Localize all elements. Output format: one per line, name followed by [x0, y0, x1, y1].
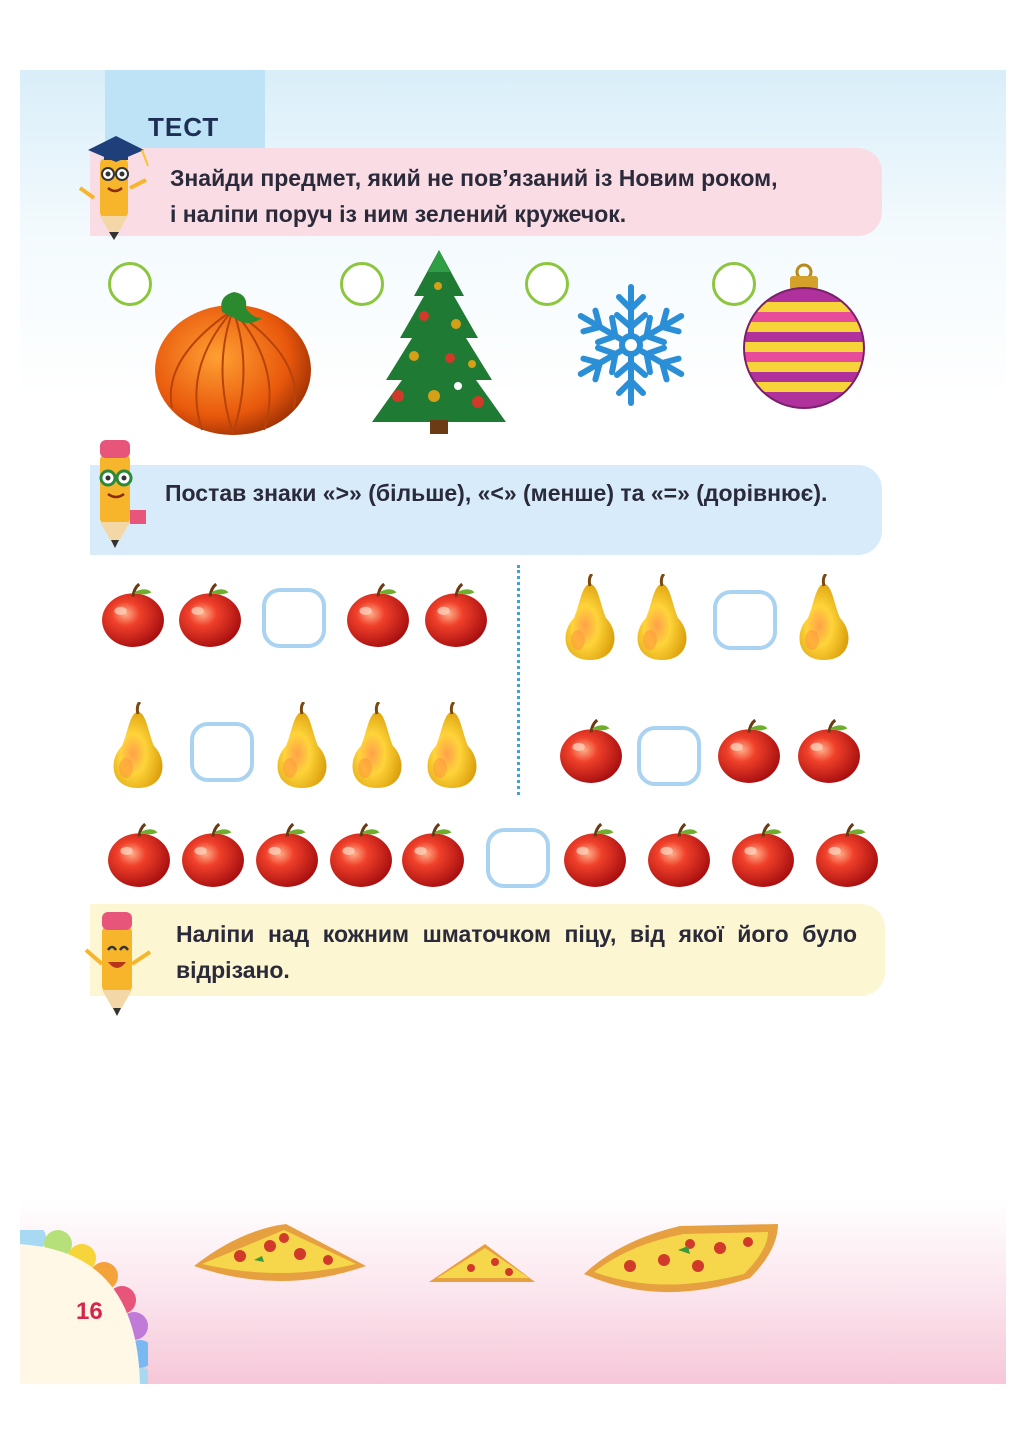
task1-line1: Знайди предмет, який не пов’язаний із Новим роком,: [170, 165, 778, 191]
workbook-page: [20, 70, 1006, 1384]
compare-box-5[interactable]: [486, 828, 550, 888]
apple-icon: [400, 822, 466, 888]
christmas-tree-icon: [368, 246, 510, 436]
compare-box-3[interactable]: [190, 722, 254, 782]
compare-box-2[interactable]: [713, 590, 777, 650]
apple-icon: [100, 582, 166, 648]
pizza-slice-icon: [425, 1240, 537, 1288]
pencil-character-icon: [80, 434, 160, 554]
pumpkin-icon: [152, 288, 314, 438]
task1-line2: і наліпи поруч із ним зелений кружечок.: [170, 201, 627, 227]
apple-icon: [180, 822, 246, 888]
sticker-circle-3[interactable]: [525, 262, 569, 306]
apple-icon: [254, 822, 320, 888]
pencil-teacher-icon: [70, 128, 160, 243]
pear-icon: [106, 702, 170, 792]
apple-icon: [730, 822, 796, 888]
apple-icon: [796, 718, 862, 784]
tab-label: ТЕСТ: [148, 112, 220, 142]
task2-instruction: Постав знаки «>» (більше), «<» (менше) та «=» (дорівнює).: [90, 465, 882, 555]
pizza-slice-icon: [580, 1220, 782, 1300]
task1-instruction: [90, 148, 882, 236]
pear-icon: [270, 702, 334, 792]
apple-icon: [716, 718, 782, 784]
compare-box-4[interactable]: [637, 726, 701, 786]
pear-icon: [345, 702, 409, 792]
task3-instruction: Наліпи над кожним шматочком піцу, від якої його було відрізано.: [90, 904, 885, 996]
compare-box-1[interactable]: [262, 588, 326, 648]
pizza-slice-icon: [190, 1220, 370, 1290]
pear-icon: [630, 574, 694, 664]
apple-icon: [562, 822, 628, 888]
page-number: 16: [76, 1298, 103, 1325]
apple-icon: [345, 582, 411, 648]
apple-icon: [558, 718, 624, 784]
apple-icon: [423, 582, 489, 648]
snowflake-icon: [568, 282, 694, 408]
pear-icon: [792, 574, 856, 664]
apple-icon: [814, 822, 880, 888]
sticker-circle-1[interactable]: [108, 262, 152, 306]
apple-icon: [328, 822, 394, 888]
dotted-divider: [517, 565, 520, 795]
pencil-happy-icon: [80, 908, 160, 1020]
apple-icon: [177, 582, 243, 648]
apple-icon: [646, 822, 712, 888]
pear-icon: [420, 702, 484, 792]
pear-icon: [558, 574, 622, 664]
ornament-ball-icon: [742, 262, 866, 410]
apple-icon: [106, 822, 172, 888]
